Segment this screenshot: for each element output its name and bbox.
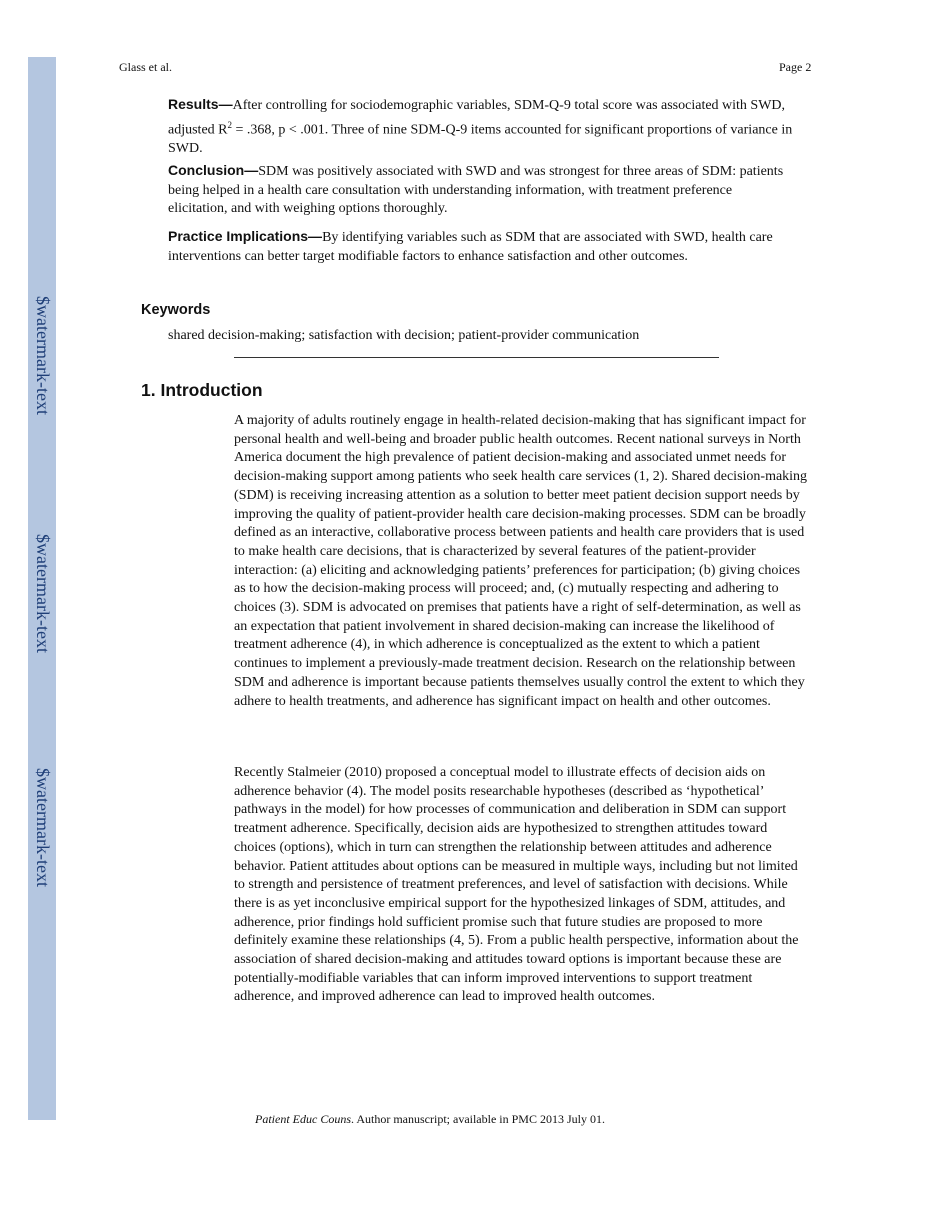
abstract-results — [168, 95, 793, 159]
conclusion-label: Conclusion— — [168, 162, 259, 178]
introduction-heading: 1. Introduction — [141, 380, 263, 400]
keywords-text: shared decision-making; satisfaction with decision; patient-provider communication — [168, 328, 640, 343]
abstract-conclusion — [168, 161, 793, 219]
abstract-practice-implications — [168, 227, 793, 266]
journal-name: Patient Educ Couns — [255, 1112, 351, 1126]
section-divider — [234, 357, 719, 358]
watermark-text-1: $watermark-text — [32, 295, 53, 415]
citation-footer — [255, 1112, 605, 1127]
intro-paragraph-1: A majority of adults routinely engage in health-related decision-making that has significant impact for personal health and well-being and broader public health outcomes. Recent national surveys in North America document the high prevalence of patient decision-making and associated unmet needs for decision-making support among patients who seek health care services (1, 2). Shared decision-making (SDM) is receiving increasing attention as a solution to better meet patient decision support needs by improving the quality of patient-provider health care decision-making processes. SDM can be broadly defined as an interactive, collaborative process between patients and health care providers that is used to make health care decisions, that is characterized by several features of the patient-provider interaction: (a) eliciting and acknowledging patients’ preferences for participation; (b) giving choices as to how the decision-making process will proceed; and, (c) mutually respecting and adhering to choices (3). SDM is advocated on premises that patients have a right of self-determination, as well as an expectation that patient involvement in shared decision-making can increase the likelihood of treatment adherence (4), in which adherence is conceptualized as the extent to which a patient continues to implement a previously-made treatment decision. Research on the relationship between SDM and adherence is important because patients themselves usually control the extent to which they adhere to health treatments, and adherence has significant impact on health and other outcomes. — [234, 413, 808, 709]
footer-text: . Author manuscript; available in PMC 2013 July 01. — [351, 1112, 605, 1126]
results-text: After controlling for sociodemographic variables, SDM-Q-9 total score was associated with SWD, adjusted R — [168, 98, 786, 138]
keywords-heading: Keywords — [141, 302, 211, 318]
practice-text: By identifying variables such as SDM that are associated with SWD, health care interventions can better target modifiable factors to enhance satisfaction and other outcomes. — [168, 230, 773, 264]
conclusion-text: SDM was positively associated with SWD and was strongest for three areas of SDM: patients being helped in a health care consultation with understanding information, with treatment preference elicitation, and with weighing options thoroughly. — [168, 164, 784, 217]
watermark-text-2: $watermark-text — [32, 533, 53, 653]
running-header-authors: Glass et al. — [119, 60, 172, 74]
watermark-text-3: $watermark-text — [32, 767, 53, 887]
r-squared-superscript: 2 — [227, 119, 232, 130]
results-label: Results— — [168, 96, 233, 112]
practice-label: Practice Implications— — [168, 228, 323, 244]
results-text-cont: = .368, p < .001. Three of nine SDM-Q-9 items accounted for significant proportions of variance in SWD. — [168, 122, 793, 157]
intro-paragraph-2: Recently Stalmeier (2010) proposed a conceptual model to illustrate effects of decision aids on adherence behavior (4). The model posits researchable hypotheses (described as ‘hypothetical’ pathways in the model) for how processes of communication and deliberation in SDM can support treatment adherence. Specifically, decision aids are hypothesized to strengthen attitudes toward choices (options), which in turn can strengthen the relationship between attitudes and adherence behavior. Patient attitudes about options can be measured in multiple ways, including but not limited to strength and persistence of treatment preferences, and level of satisfaction with decisions. While there is as yet inconclusive empirical support for the hypothesized linkages of SDM, attitudes, and adherence, prior findings hold sufficient promise such that future studies are proposed to more definitely examine these relationships (4, 5). From a public health perspective, information about the association of shared decision-making and attitudes toward options is important because these are potentially-modifiable variables that can inform improved interventions to support treatment adherence, and improved adherence can lead to improved health outcomes. — [234, 765, 799, 1005]
page-number: Page 2 — [779, 60, 812, 74]
